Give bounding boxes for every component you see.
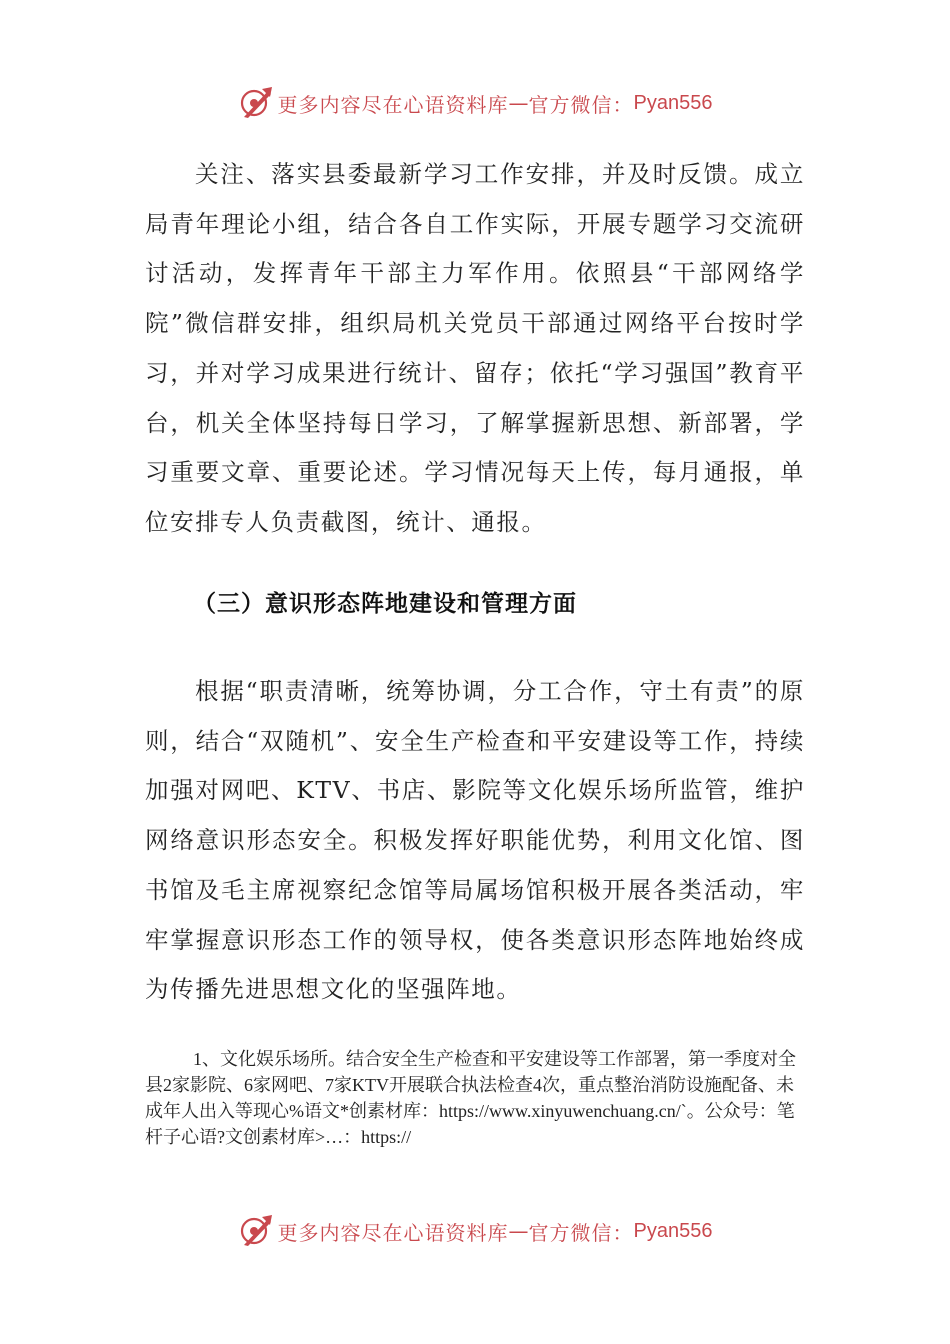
- banner-wechat-label: 官方微信：: [528, 1220, 634, 1245]
- footnote: 1、文化娱乐场所。结合安全生产检查和平安建设等工作部署，第一季度对全县2家影院、6家网吧、7家KTV开展联合执法检查4次，重点整治消防设施配备、未成年人出入等现心%语文*创素材库：https://www.xinyuwenchuang.cn/`。公众号：笔杆子心语?文创素材库>…：https://: [145, 1049, 796, 1147]
- footer-watermark-banner: [0, 1211, 950, 1251]
- section-heading: （三）意识形态阵地建设和管理方面: [193, 591, 577, 617]
- header-watermark-banner: [0, 83, 950, 123]
- body-paragraph-1: [145, 150, 805, 548]
- banner-dash: —: [508, 91, 529, 115]
- body-paragraph-2: 根据“职责清晰，统筹协调，分工合作，守土有责”的原则，结合“双随机”、安全生产检查和平安建设等工作，持续加强对网吧、KTV、书店、影院等文化娱乐场所监管，维护网络意识形态安全。积极发挥好职能优势，利用文化馆、图书馆及毛主席视察纪念馆等局属场馆积极开展各类活动，牢牢掌握意识形态工作的领导权，使各类意识形态阵地始终成为传播先进思想文化的坚强阵地。: [145, 677, 805, 1004]
- paragraph-1-text: 关注、落实县委最新学习工作安排，并及时反馈。成立局青年理论小组，结合各自工作实际，开展专题学习交流研讨活动，发挥青年干部主力军作用。依照县“干部网络学院”微信群安排，组织局机关党员干部通过网络平台按时学习，并对学习成果进行统计、留存；依托“学习强国”教育平台，机关全体坚持每日学习，了解掌握新思想、新部署，学习重要文章、重要论述。学习情况每天上传，每月通报，单位安排专人负责截图，统计、通报。: [145, 160, 805, 536]
- banner-title: 更多内容尽在心语资料库: [277, 1220, 509, 1245]
- quill-logo-icon: [238, 85, 274, 121]
- quill-logo-icon: [238, 1213, 274, 1249]
- banner-wechat-id: Pyan556: [633, 91, 713, 114]
- banner-wechat-id: Pyan556: [633, 1219, 713, 1242]
- banner-wechat-label: 官方微信：: [528, 92, 634, 117]
- banner-dash: —: [508, 1219, 529, 1243]
- banner-title: 更多内容尽在心语资料库: [277, 92, 509, 117]
